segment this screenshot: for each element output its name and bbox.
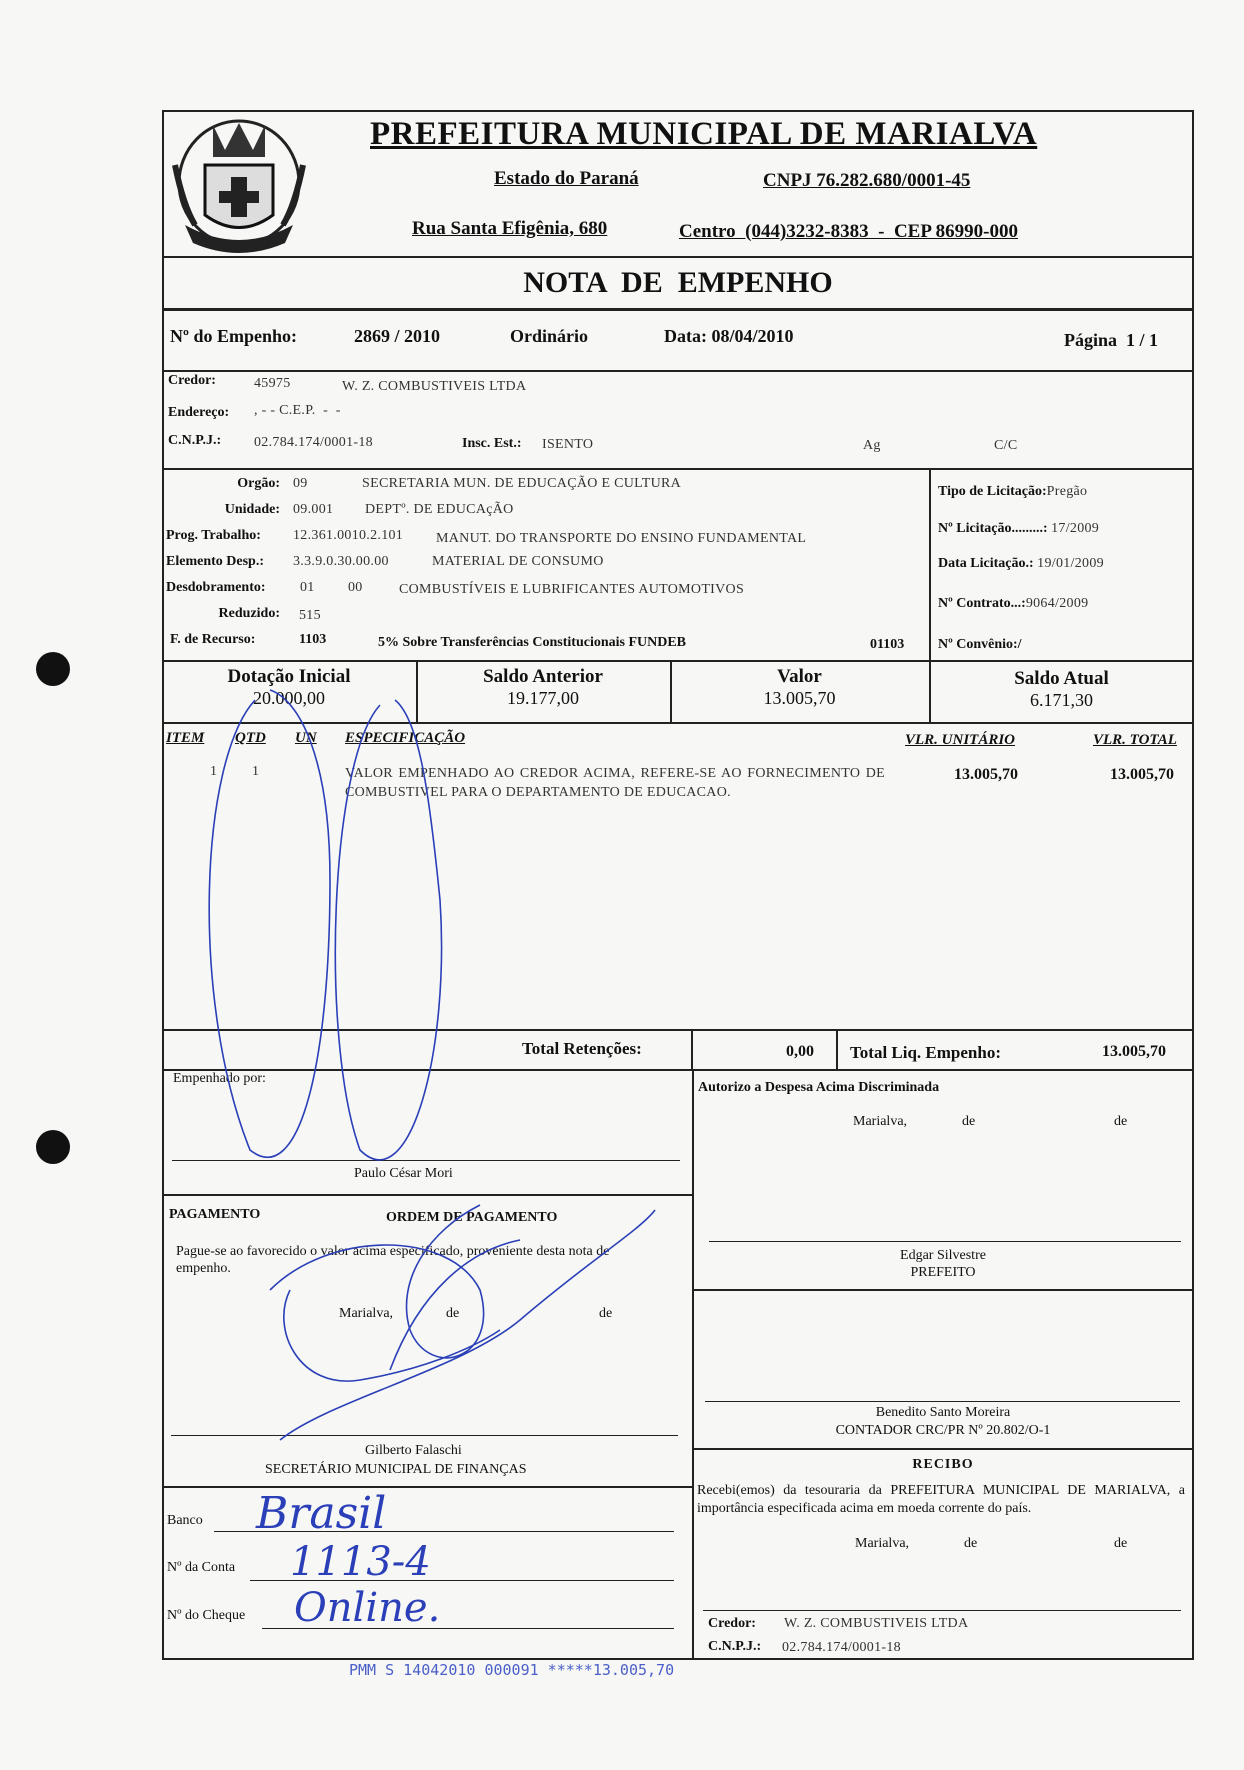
balance-dotacao: Dotação Inicial 20.000,00 [227,666,351,708]
municipality-title: PREFEITURA MUNICIPAL DE MARIALVA [370,116,1038,152]
data-licitacao-value: 19/01/2009 [1037,556,1104,571]
credor-code: 45975 [254,376,291,391]
item-total-value: 13.005,70 [1110,766,1174,783]
recibo-de2: de [1114,1536,1128,1551]
empenhado-por-label: Empenhado por: [173,1071,266,1086]
empenho-type: Ordinário [510,326,589,346]
insc-label: Insc. Est.: [462,436,522,451]
contrato-value: 9064/2009 [1025,596,1089,611]
prog-code: 12.361.0010.2.101 [293,528,404,543]
cnpj-label: C.N.P.J.: [168,433,222,448]
secretario-name: Gilberto Falaschi [365,1443,462,1458]
data-licitacao-label: Data Licitação.: 19/01/2009 [938,556,1104,571]
pagamento-de1: de [446,1306,460,1321]
page-number: Página 1 / 1 [1064,330,1159,350]
state-name: Estado do Paraná [494,168,639,189]
empenho-date: Data: 08/04/2010 [664,326,794,346]
balance-saldo-atual: Saldo Atual 6.171,30 [1014,668,1109,710]
tipo-licitacao-value: Pregão [1046,484,1088,499]
autorizo-de2: de [1114,1114,1128,1129]
empenhado-por-name: Paulo César Mori [354,1166,453,1181]
num-licitacao-label: Nº Licitação.........: 17/2009 [938,521,1100,536]
empenho-number-label: Nº do Empenho: [170,326,297,346]
conta-handwritten: 1113-4 [290,1539,431,1585]
pague-text: Pague-se ao favorecido o valor acima especificado, proveniente desta nota de empenho. [176,1244,610,1276]
prog-label: Prog. Trabalho: [166,528,261,543]
endereco-value: , - - C.E.P. - - [254,403,341,418]
banco-label: Banco [167,1513,203,1528]
pagamento-place: Marialva, [339,1306,394,1321]
insc-value: ISENTO [542,437,594,452]
document-title: NOTA DE EMPENHO [523,266,833,299]
autorizo-de1: de [962,1114,976,1129]
printer-stamp: PMM S 14042010 000091 *****13.005,70 [349,1661,675,1679]
balance-saldo-anterior: Saldo Anterior 19.177,00 [483,666,603,708]
unidade-label: Unidade: [224,502,280,517]
prefeito-title: PREFEITO [910,1265,976,1280]
district-phone-cep: Centro (044)3232-8383 - CEP 86990-000 [679,221,1018,242]
desdobramento-code2: 00 [348,580,363,595]
desdobramento-label: Desdobramento: [166,580,266,595]
contrato-label: Nº Contrato...:9064/2009 [938,596,1089,611]
total-liq-label: Total Liq. Empenho: [850,1043,1001,1062]
recurso-name: 5% Sobre Transferências Constitucionais FUNDEB [378,635,687,650]
secretario-title: SECRETÁRIO MUNICIPAL DE FINANÇAS [265,1462,527,1477]
balance-valor: Valor 13.005,70 [763,666,836,708]
banco-handwritten: Brasil [256,1488,387,1539]
retencoes-label: Total Retenções: [522,1039,642,1058]
credor-cnpj: 02.784.174/0001-18 [254,435,373,450]
recibo-cnpj: 02.784.174/0001-18 [782,1640,901,1655]
recibo-label: RECIBO [912,1457,974,1472]
col-un: UN [295,730,317,746]
elemento-name: MATERIAL DE CONSUMO [432,554,604,569]
pagamento-de2: de [599,1306,613,1321]
autorizo-place: Marialva, [853,1114,908,1129]
endereco-label: Endereço: [168,405,230,420]
col-vlr-total: VLR. TOTAL [1093,732,1177,748]
convenio-label: Nº Convênio:/ [938,637,1022,652]
prefeito-name: Edgar Silvestre [900,1248,986,1263]
recurso-code2: 01103 [870,637,905,652]
item-unit-value: 13.005,70 [954,766,1018,783]
ag-label: Ag [863,438,881,453]
credor-label: Credor: [168,373,216,388]
col-vlr-unitario: VLR. UNITÁRIO [905,732,1016,748]
recibo-text: Recebi(emos) da tesouraria da PREFEITURA MUNICIPAL DE MARIALVA, a importância especificada acima em moeda corrente do país. [697,1483,1185,1516]
cheque-label: Nº do Cheque [167,1608,246,1623]
address: Rua Santa Efigênia, 680 [412,218,608,239]
desdobramento-code1: 01 [300,580,315,595]
conta-label: Nº da Conta [167,1560,236,1575]
item-qtd: 1 [252,764,260,779]
elemento-code: 3.3.9.0.30.00.00 [293,554,389,569]
cc-label: C/C [994,438,1018,453]
col-qtd: QTD [235,730,266,746]
tipo-licitacao-label: Tipo de Licitação:Pregão [938,484,1088,499]
recibo-cnpj-label: C.N.P.J.: [708,1639,762,1654]
col-especificacao: ESPECIFICAÇÃO [345,730,466,746]
contador-name: Benedito Santo Moreira [875,1405,1011,1420]
orgao-label: Orgão: [237,476,280,491]
recibo-credor-name: W. Z. COMBUSTIVEIS LTDA [784,1616,969,1631]
reduzido-value: 515 [299,608,321,623]
elemento-label: Elemento Desp.: [166,554,264,569]
empenho-number: 2869 / 2010 [354,326,441,346]
prog-name: MANUT. DO TRANSPORTE DO ENSINO FUNDAMENTAL [436,531,807,546]
recurso-code: 1103 [299,632,327,647]
item-spec: VALOR EMPENHADO AO CREDOR ACIMA, REFERE-SE AO FORNECIMENTO DE COMBUSTIVEL PARA O DEPARTAMENTO DE EDUCACAO. [345,766,885,800]
total-liq-value: 13.005,70 [1102,1043,1166,1060]
desdobramento-name: COMBUSTÍVEIS E LUBRIFICANTES AUTOMOTIVOS [399,582,745,597]
cheque-handwritten: Online. [294,1585,441,1631]
unidade-name: DEPTº. DE EDUCAçÃO [365,502,514,517]
reduzido-label: Reduzido: [218,606,280,621]
col-item: ITEM [166,730,205,746]
orgao-name: SECRETARIA MUN. DE EDUCAÇÃO E CULTURA [362,476,682,491]
retencoes-value: 0,00 [786,1043,814,1060]
contador-title: CONTADOR CRC/PR Nº 20.802/O-1 [835,1423,1051,1438]
ordem-pagamento-label: ORDEM DE PAGAMENTO [386,1210,558,1225]
autorizo-label: Autorizo a Despesa Acima Discriminada [698,1080,940,1095]
pagamento-label: PAGAMENTO [169,1207,261,1222]
orgao-code: 09 [293,476,308,491]
unidade-code: 09.001 [293,502,334,517]
credor-name: W. Z. COMBUSTIVEIS LTDA [342,379,527,394]
recibo-place: Marialva, [855,1536,910,1551]
item-number: 1 [210,764,218,779]
num-licitacao-value: 17/2009 [1051,521,1100,536]
recurso-label: F. de Recurso: [170,632,256,647]
recibo-de1: de [964,1536,978,1551]
cnpj-header: CNPJ 76.282.680/0001-45 [763,170,971,191]
recibo-credor-label: Credor: [708,1616,756,1631]
